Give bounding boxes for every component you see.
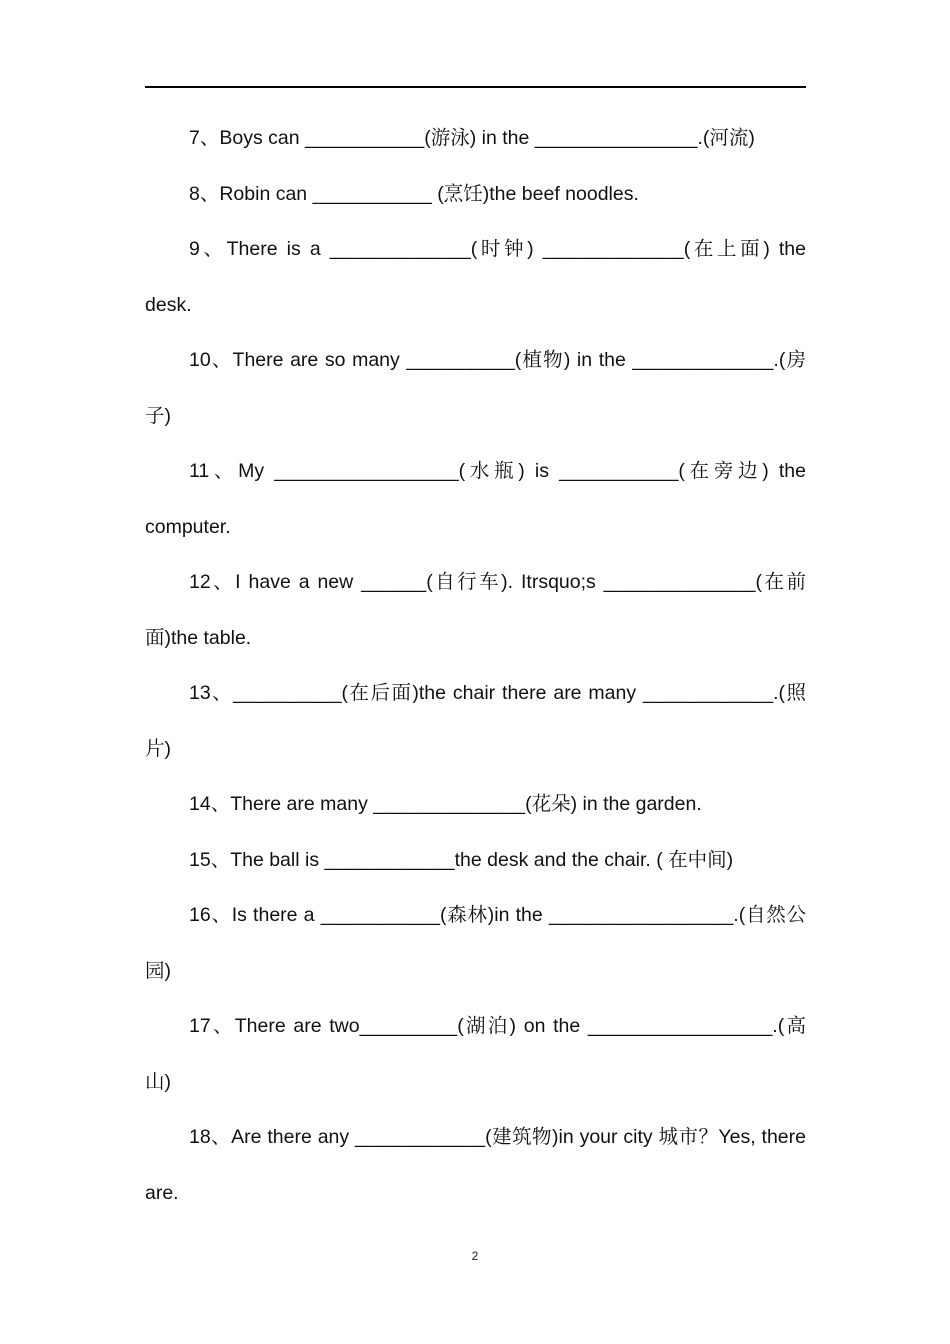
question-9: 9、There is a _____________(时钟) _____________(在上面) the desk. — [145, 238, 806, 316]
question-7: 7、Boys can ___________(游泳) in the _______________.(河流) — [189, 127, 755, 149]
question-13: 13、__________(在后面)the chair there are many ____________.(照片) — [145, 682, 806, 760]
question-14: 14、There are many ______________(花朵) in the garden. — [189, 793, 702, 815]
header-rule — [145, 86, 806, 88]
question-18: 18、Are there any ____________(建筑物)in your city 城市？Yes, there are. — [145, 1126, 806, 1204]
question-10: 10、There are so many __________(植物) in the _____________.(房子) — [145, 349, 806, 427]
page-number: 2 — [471, 1249, 479, 1263]
exercise-list — [145, 111, 806, 1221]
question-8: 8、Robin can ___________ (烹饪)the beef noodles. — [189, 182, 639, 205]
question-17: 17、There are two_________(湖泊) on the _________________.(高山) — [145, 1015, 806, 1093]
question-11: 11、My _________________(水瓶) is ___________(在旁边) the computer. — [145, 460, 806, 538]
question-12: 12、I have a new ______(自行车). Itrsquo;s ______________(在前面)the table. — [145, 571, 806, 649]
question-16: 16、Is there a ___________(森林)in the _________________.(自然公园) — [145, 904, 806, 982]
question-15: 15、The ball is ____________the desk and the chair. ( 在中间) — [189, 848, 734, 871]
